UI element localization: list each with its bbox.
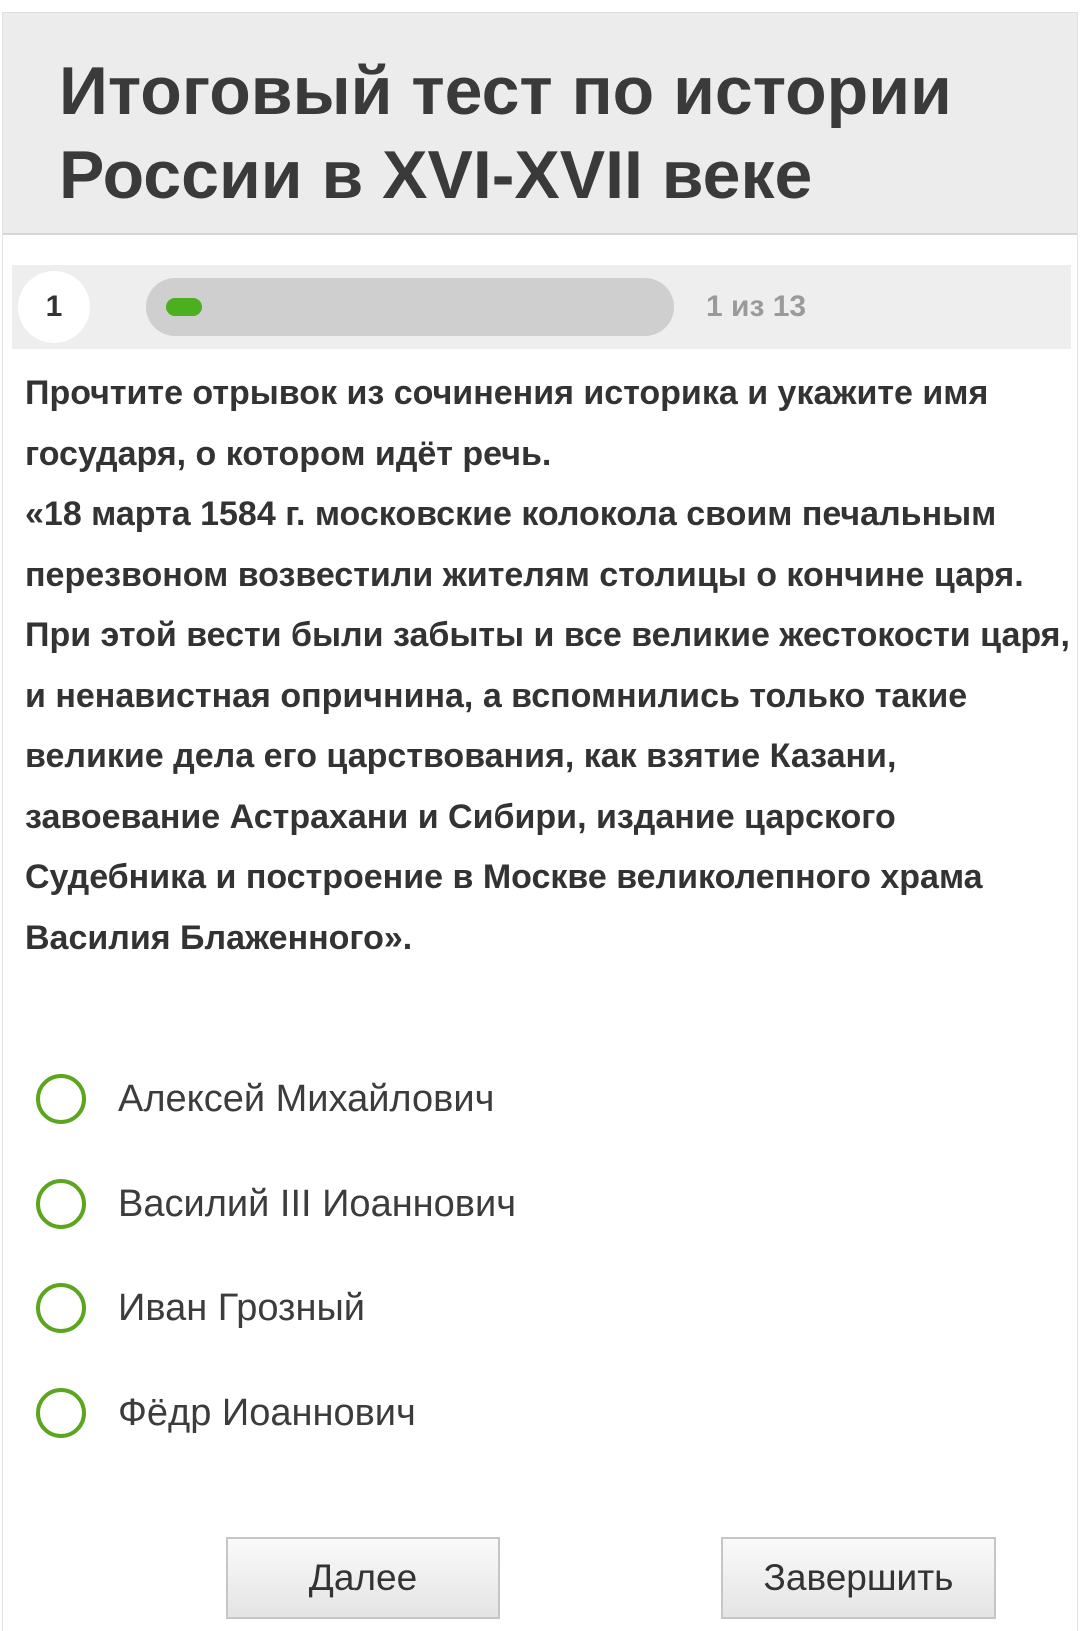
answer-option-label: Василий III Иоаннович — [118, 1182, 517, 1225]
answer-option-label: Алексей Михайлович — [118, 1078, 495, 1120]
quiz-header — [3, 13, 1077, 235]
progress-track — [146, 278, 674, 336]
question-counter: 1 из 13 — [706, 290, 807, 323]
finish-button[interactable]: Завершить — [721, 1537, 996, 1619]
answer-option-3[interactable] — [36, 1281, 1036, 1386]
answer-option-1[interactable] — [36, 1072, 1036, 1177]
progress-panel — [12, 265, 1071, 349]
question-text — [25, 363, 1070, 968]
question-excerpt: «18 марта 1584 г. московские колокола своим печальным перезвоном возвестили жителям столицы о кончине царя. При этой вести были забыты и все великие жестокости царя, и ненавистная опричнина, а вспомнились только такие великие дела его царствования, как взятие Казани, завоевание Астрахани и Сибири, издание царского Судебника и построение в Москве великолепного храма Василия Блаженного». — [25, 495, 1070, 957]
radio-circle-icon[interactable] — [36, 1074, 86, 1124]
answer-option-2[interactable] — [36, 1177, 1036, 1282]
radio-circle-icon[interactable] — [36, 1283, 86, 1333]
question-prompt: Прочтите отрывок из сочинения историка и укажите имя государя, о котором идёт речь. — [25, 374, 989, 473]
page-title: Итоговый тест по истории России в XVI-XVII веке — [59, 53, 952, 213]
radio-circle-icon[interactable] — [36, 1388, 86, 1438]
answer-options — [36, 1072, 1036, 1490]
answer-option-label: Иван Грозный — [118, 1287, 365, 1329]
answer-option-label: Фёдр Иоаннович — [118, 1391, 416, 1434]
question-number-badge: 1 — [18, 271, 90, 343]
next-button[interactable]: Далее — [226, 1537, 500, 1619]
answer-option-4[interactable] — [36, 1386, 1036, 1491]
progress-fill — [166, 298, 202, 316]
radio-circle-icon[interactable] — [36, 1179, 86, 1229]
